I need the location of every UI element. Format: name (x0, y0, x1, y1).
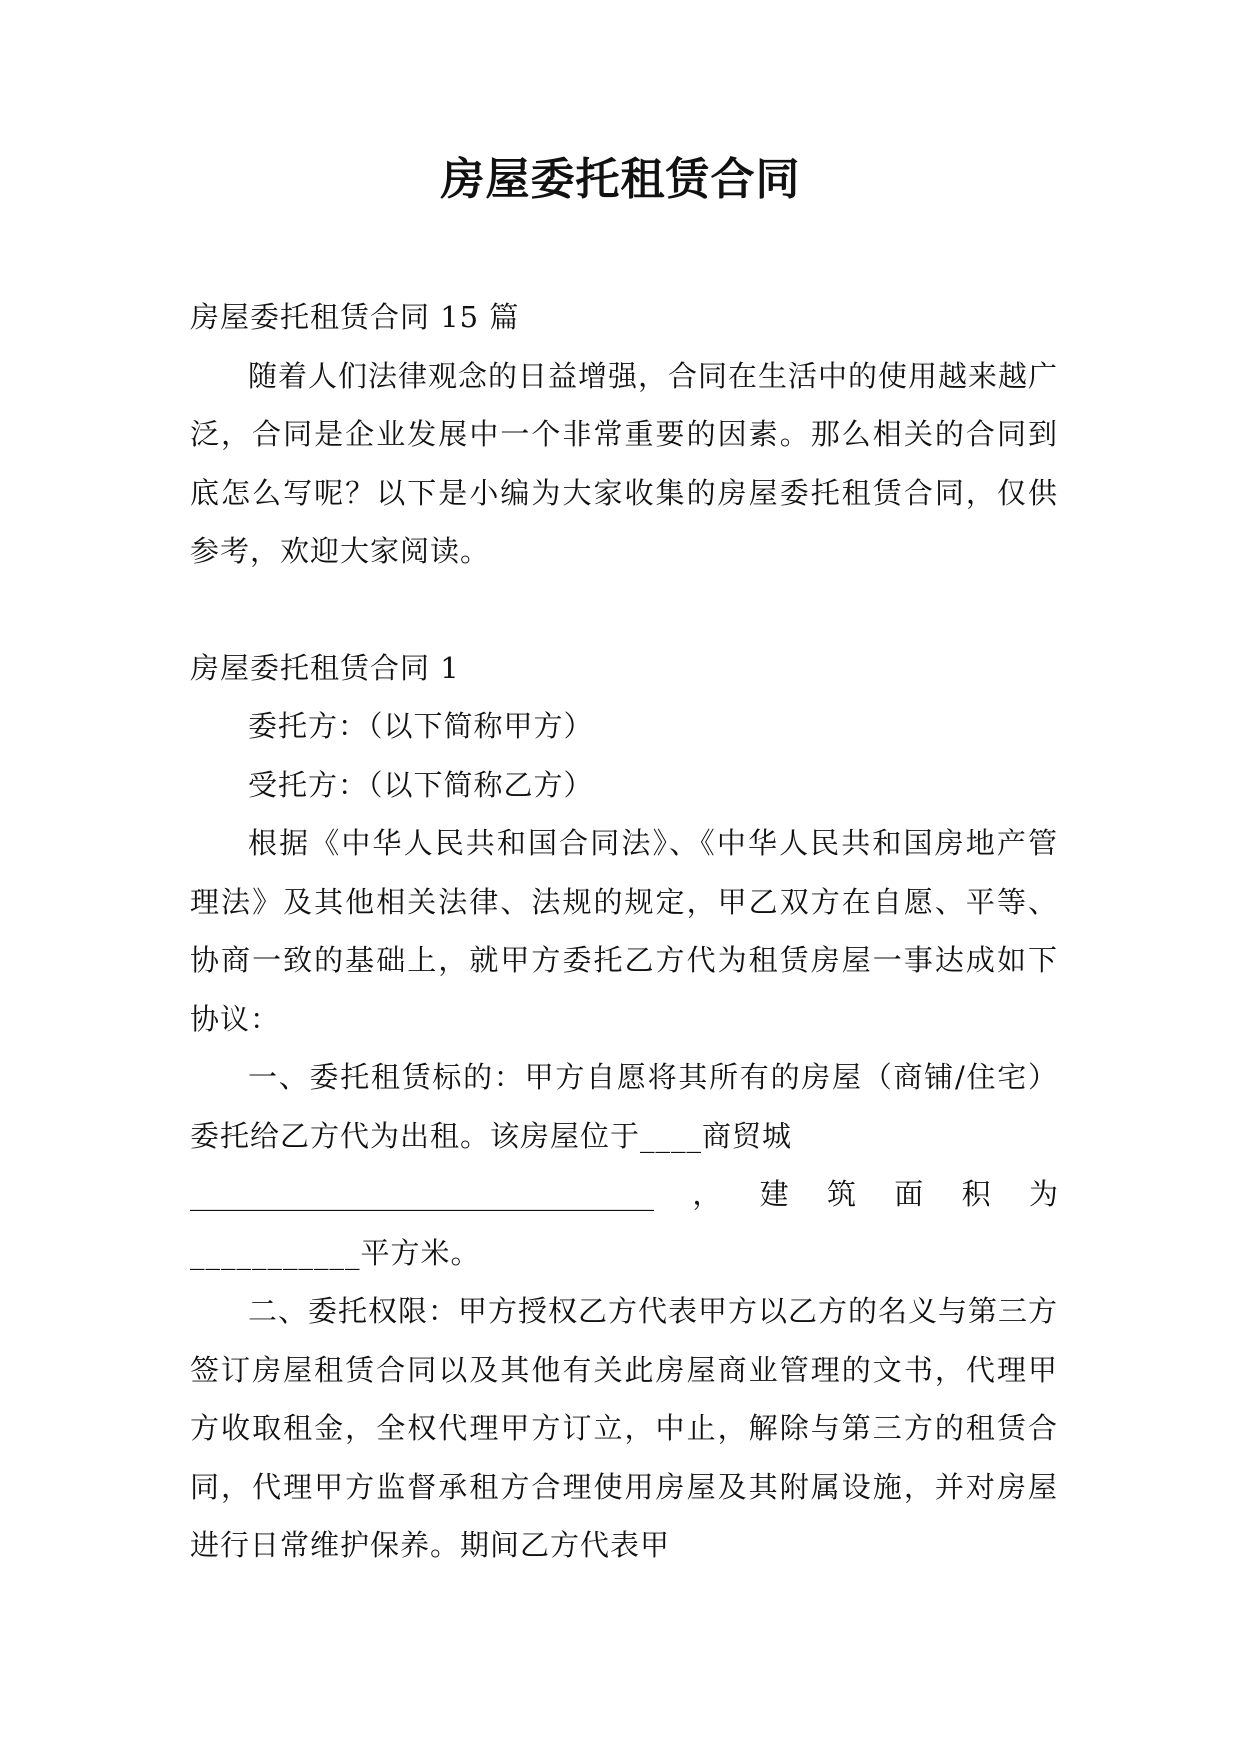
area-unit: 平方米。 (360, 1235, 481, 1270)
clause-1-paragraph (190, 1048, 1058, 1165)
area-word: 积 (961, 1177, 991, 1211)
intro-paragraph: 随着人们法律观念的日益增强，合同在生活中的使用越来越广泛，合同是企业发展中一个非常重要的因素。那么相关的合同到底怎么写呢？以下是小编为大家收集的房屋委托租赁合同，仅供参考，欢迎大家阅读。 (190, 358, 1059, 568)
basis-paragraph: 根据《中华人民共和国合同法》、《中华人民共和国房地产管理法》及其他相关法律、法规的规定，甲乙双方在自愿、平等、协商一致的基础上，就甲方委托乙方代为租赁房屋一事达成如下协议： (190, 826, 1058, 1036)
principal-line: 委托方：（以下简称甲方） (248, 709, 594, 743)
document-heading: 房屋委托租赁合同 15 篇 (190, 300, 520, 334)
address-blank: ________________________________ (190, 1177, 654, 1211)
location-blank: ____ (640, 1118, 703, 1153)
paragraph-gap (190, 581, 1058, 639)
area-word: 筑 (826, 1177, 856, 1211)
area-blank: ___________ (190, 1235, 361, 1270)
area-line (190, 1165, 1058, 1224)
area-word: 面 (894, 1177, 924, 1211)
area-word: ， (692, 1177, 722, 1211)
document-title: 房屋委托租赁合同 (440, 154, 801, 205)
area-value-line (190, 1224, 1058, 1283)
clause-2-paragraph: 二、委托权限：甲方授权乙方代表甲方以乙方的名义与第三方签订房屋租赁合同以及其他有关此房屋商业管理的文书，代理甲方收取租金，全权代理甲方订立，中止，解除与第三方的租赁合同，代理甲方监督承租方合理使用房屋及其附属设施，并对房屋进行日常维护保养。期间乙方代表甲 (190, 1294, 1059, 1562)
area-word: 为 (1028, 1177, 1058, 1211)
area-word: 建 (759, 1177, 789, 1211)
agent-line: 受托方：（以下简称乙方） (248, 767, 594, 802)
section-title: 房屋委托租赁合同 1 (190, 650, 460, 685)
clause-1-text: 一、委托租赁标的：甲方自愿将其所有的房屋（商铺/住宅）委托给乙方代为出租。该房屋位于 (190, 1060, 1058, 1153)
document-body (190, 288, 1058, 1575)
mall-label: 商贸城 (702, 1118, 793, 1153)
